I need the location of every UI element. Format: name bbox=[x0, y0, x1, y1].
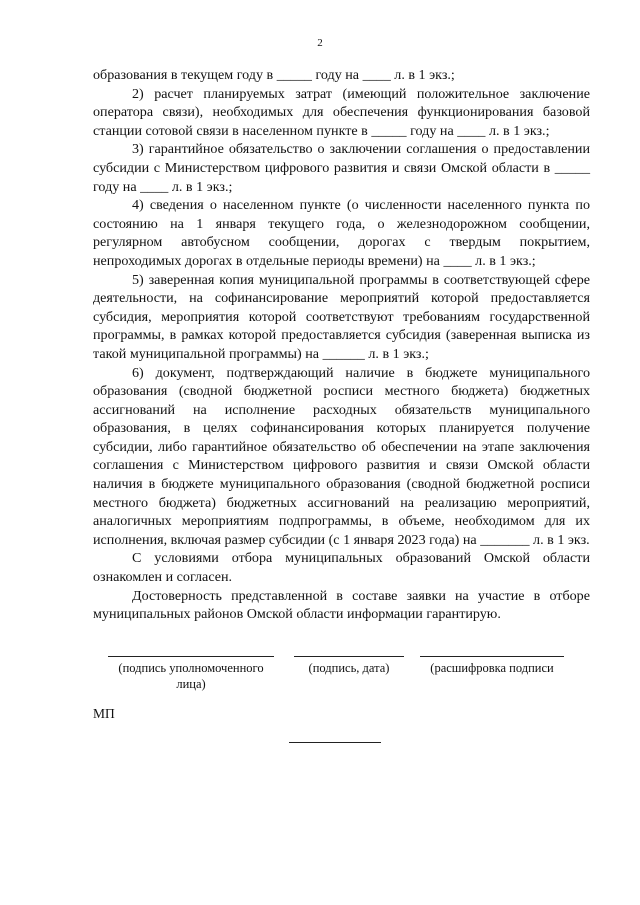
paragraph-item-6: 6) документ, подтверждающий наличие в бюджете муниципального образования (сводной бюджетной росписи местного бюджета) бюджетных ассигнований на исполнение расходных обязательств муниципального образования, в целях софинансирования которых планируется получение субсидии, либо гарантийное обязательство об обеспечении на этапе заключения соглашения с Министерством цифрового развития и связи Омской области наличия в бюджете муниципального образования (сводной бюджетной росписи местного бюджета) бюджетных ассигнований на реализацию мероприятий, аналогичных мероприятиям подпрограммы, в объеме, необходимом для их исполнения, включая размер субсидии (с 1 января 2023 года) на _______ л. в 1 экз. bbox=[93, 364, 590, 548]
end-of-document-line bbox=[289, 742, 381, 743]
caption-signature-decoding: (расшифровка подписи bbox=[430, 661, 554, 675]
paragraph-agreement: С условиями отбора муниципальных образований Омской области ознакомлен и согласен. bbox=[93, 550, 590, 586]
signature-line-decoding bbox=[420, 656, 564, 657]
signature-line-date bbox=[294, 656, 404, 657]
caption-signature-date: (подпись, дата) bbox=[308, 661, 390, 675]
stamp-place-label: МП bbox=[93, 706, 115, 721]
document-body bbox=[93, 66, 590, 624]
paragraph-item-4: 4) сведения о населенном пункте (о численности населенного пункта по состоянию на 1 января текущего года, о железнодорожном сообщении, регулярном автобусном сообщении, дорогах с твердым покрытием, непроходимых дорогах в отдельные периоды времени) на ____ л. в 1 экз.; bbox=[93, 197, 590, 269]
page-number: 2 bbox=[317, 37, 323, 49]
caption-authorized-signature: (подпись уполномоченного лица) bbox=[118, 661, 264, 691]
paragraph-1-continuation: образования в текущем году в _____ году на ____ л. в 1 экз.; bbox=[93, 67, 455, 83]
paragraph-item-5: 5) заверенная копия муниципальной программы в соответствующей сфере деятельности, на софинансирование мероприятий которой предоставляется субсидия, мероприятия которой соответствуют требованиям государственной программы, в рамках которой предоставляется субсидия (заверенная выписка из такой муниципальной программы) на ______ л. в 1 экз.; bbox=[93, 271, 590, 362]
paragraph-guarantee: Достоверность представленной в составе заявки на участие в отборе муниципальных районов Омской области информации гарантирую. bbox=[93, 587, 590, 623]
paragraph-item-3: 3) гарантийное обязательство о заключении соглашения о предоставлении субсидии с Министерством цифрового развития и связи Омской области в _____ году на ____ л. в 1 экз.; bbox=[93, 141, 590, 195]
signature-line-authorized bbox=[108, 656, 274, 657]
paragraph-item-2: 2) расчет планируемых затрат (имеющий положительное заключение оператора связи), необходимых для обеспечения функционирования базовой станции сотовой связи в населенном пункте в _____ году на ____ л. в 1 экз.; bbox=[93, 85, 590, 139]
